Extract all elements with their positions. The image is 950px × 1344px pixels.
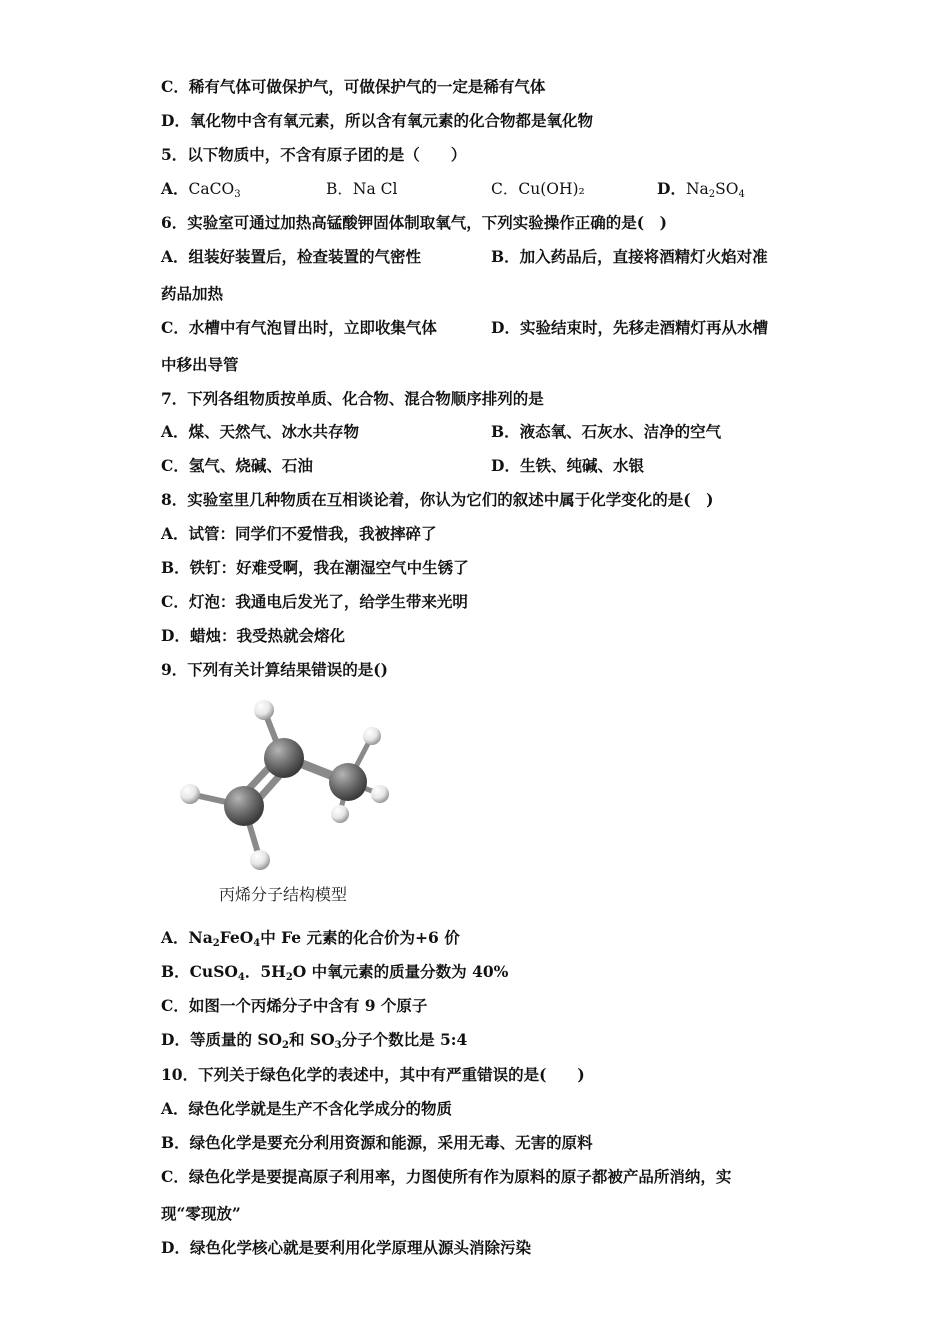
q10-option-a: A．绿色化学就是生产不含化学成分的物质: [161, 1099, 453, 1118]
q4-option-d: D．氧化物中含有氧元素，所以含有氧元素的化合物都是氧化物: [161, 111, 593, 130]
q6-option-a: A．组装好装置后，检查装置的气密性: [161, 247, 422, 266]
q7-option-a: A．煤、天然气、冰水共存物: [161, 422, 360, 441]
q7-stem: 7．下列各组物质按单质、化合物、混合物顺序排列的是: [161, 389, 544, 408]
q6-option-d: D．实验结束时，先移走酒精灯再从水槽: [491, 318, 768, 337]
q9-option-c: C．如图一个丙烯分子中含有 9 个原子: [161, 996, 428, 1015]
q10-option-d: D．绿色化学核心就是要利用化学原理从源头消除污染: [161, 1238, 531, 1257]
q10-option-c-cont: 现“零现放”: [161, 1204, 241, 1223]
q9-option-a: A．$Na_2FeO_4$中 Fe 元素的化合价为+6 价: [161, 928, 460, 949]
q4-option-c: C．稀有气体可做保护气，可做保护气的一定是稀有气体: [161, 77, 546, 96]
q6-stem: 6．实验室可通过加热高锰酸钾固体制取氧气，下列实验操作正确的是( ): [161, 213, 667, 232]
q7-option-b: B．液态氧、石灰水、洁净的空气: [491, 422, 722, 441]
q6-option-b-cont: 药品加热: [161, 284, 224, 303]
q5-option-b: B．Na Cl: [326, 180, 398, 198]
q6-option-c: C．水槽中有气泡冒出时，立即收集气体: [161, 318, 437, 337]
q5-stem: 5．以下物质中，不含有原子团的是（ ）: [161, 145, 467, 164]
q7-option-d: D．生铁、纯碱、水银: [491, 456, 644, 475]
q6-option-b: B．加入药品后，直接将酒精灯火焰对准: [491, 247, 768, 266]
q8-option-c: C．灯泡：我通电后发光了，给学生带来光明: [161, 592, 468, 611]
q10-option-c: C．绿色化学是要提高原子利用率，力图使所有作为原料的原子都被产品所消纳，实: [161, 1167, 732, 1186]
q5-option-d: D．$Na_2SO_4$: [657, 179, 745, 200]
q9-option-d: D．等质量的 $SO_2$和 $SO_3$分子个数比是 5:4: [161, 1030, 468, 1051]
q8-stem: 8．实验室里几种物质在互相谈论着，你认为它们的叙述中属于化学变化的是( ): [161, 490, 714, 509]
q7-option-c: C．氢气、烧碱、石油: [161, 456, 313, 475]
q5-option-a: A．CaCO$_3$: [161, 179, 241, 200]
q8-option-d: D．蜡烛：我受热就会熔化: [161, 626, 345, 645]
q9-stem: 9．下列有关计算结果错误的是(): [161, 660, 388, 679]
q10-stem: 10．下列关于绿色化学的表述中，其中有严重错误的是( ): [161, 1065, 585, 1084]
propylene-molecule-model-icon: [168, 692, 408, 912]
q8-option-b: B．铁钉：好难受啊，我在潮湿空气中生锈了: [161, 558, 469, 577]
q9-option-b: B．CuSO$_4$．$5H_2O$ 中氧元素的质量分数为 40%: [161, 962, 509, 983]
figure-caption: 丙烯分子结构模型: [219, 885, 348, 904]
q10-option-b: B．绿色化学是要充分利用资源和能源，采用无毒、无害的原料: [161, 1133, 593, 1152]
q6-option-d-cont: 中移出导管: [161, 355, 239, 374]
q5-option-c: C．Cu(OH)₂: [491, 180, 585, 198]
q8-option-a: A．试管：同学们不爱惜我，我被摔碎了: [161, 524, 437, 543]
